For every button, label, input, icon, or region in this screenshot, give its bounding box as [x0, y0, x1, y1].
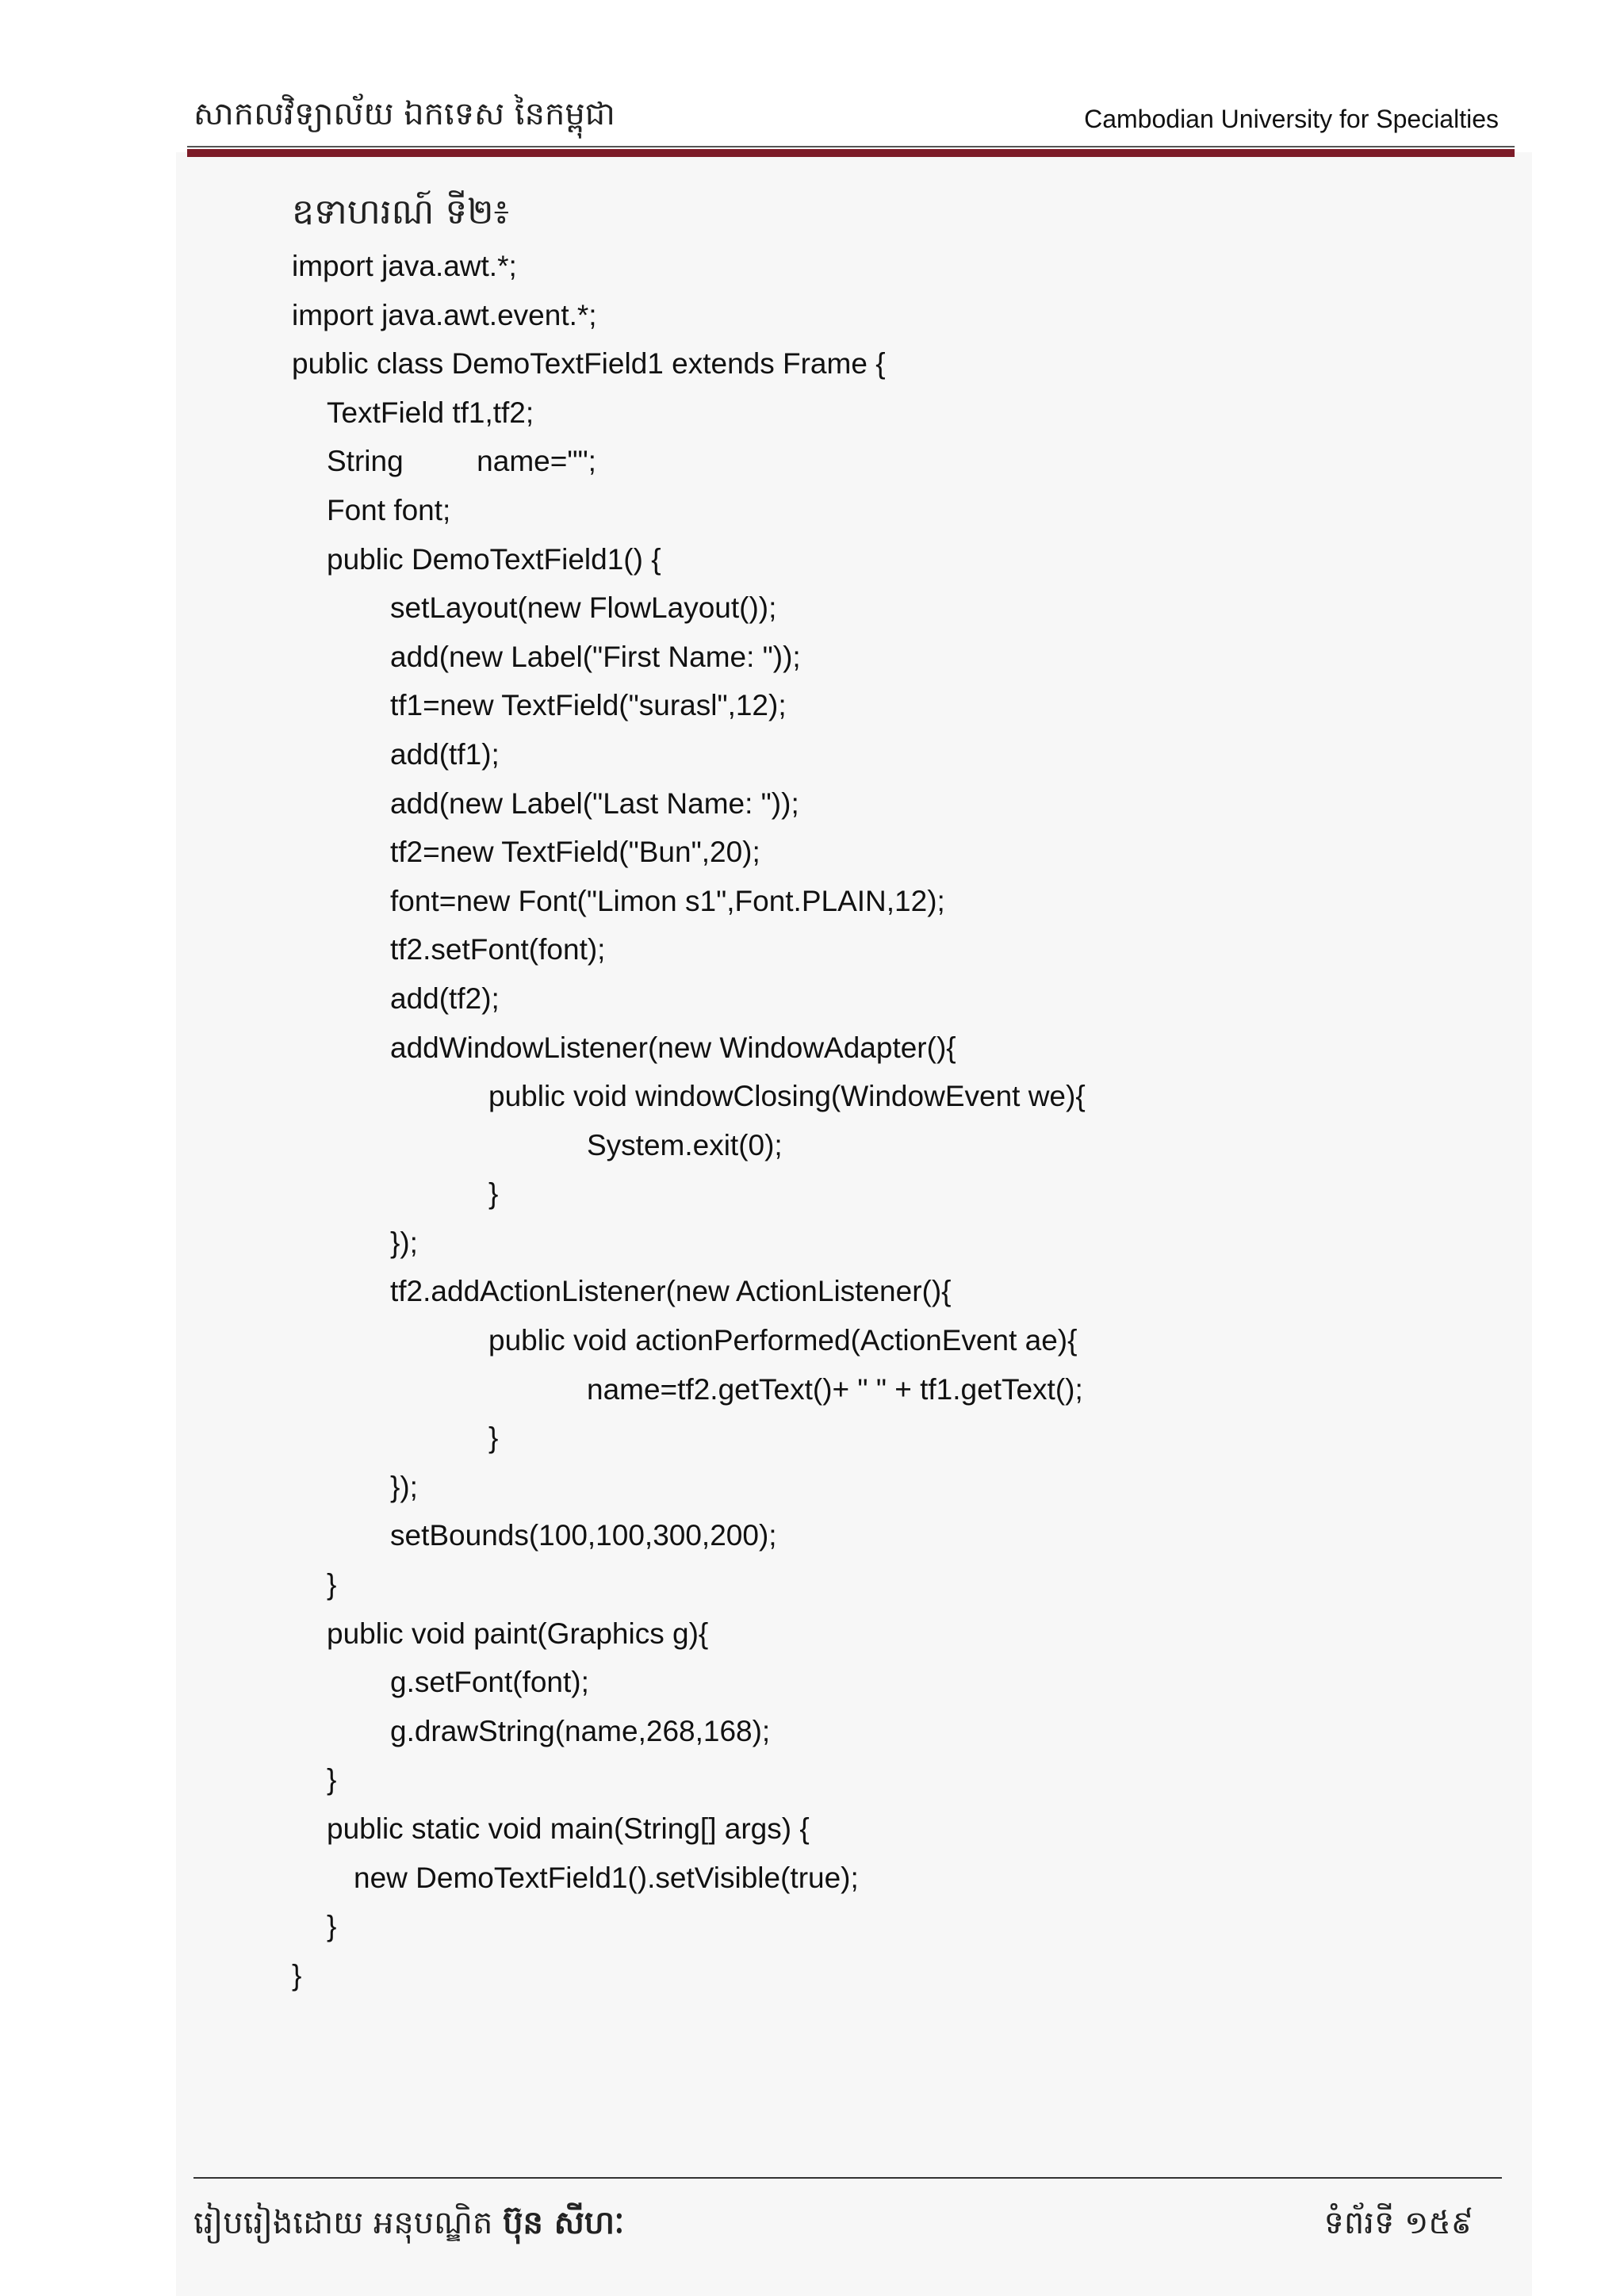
- code-line: }: [327, 1568, 337, 1601]
- code-line: });: [390, 1226, 418, 1259]
- code-line: tf2=new TextField("Bun",20);: [390, 836, 760, 869]
- code-line: tf2.addActionListener(new ActionListener(){: [390, 1275, 952, 1308]
- code-line: public static void main(String[] args) {: [327, 1812, 810, 1845]
- code-line: add(new Label("First Name: "));: [390, 640, 801, 673]
- footer-prepared-by: រៀបរៀងដោយ អនុបណ្ឌិត: [193, 2205, 504, 2241]
- code-line: public void paint(Graphics g){: [327, 1617, 709, 1650]
- code-line: TextField tf1,tf2;: [327, 396, 534, 429]
- code-line: public void actionPerformed(ActionEvent ae){: [488, 1324, 1078, 1357]
- code-line: font=new Font("Limon s1",Font.PLAIN,12);: [390, 884, 945, 917]
- code-line: });: [390, 1470, 418, 1503]
- code-line: add(new Label("Last Name: "));: [390, 786, 799, 820]
- code-line: }: [292, 1958, 302, 1992]
- example-title: ឧទាហរណ៍ ទី២៖: [292, 192, 509, 232]
- footer-page-number: ទំព័រទី ១៥៩: [1323, 2205, 1473, 2241]
- code-line: }: [488, 1177, 499, 1211]
- code-line: import java.awt.event.*;: [292, 298, 597, 331]
- header-divider-thick: [187, 149, 1515, 157]
- code-line: tf1=new TextField("surasl",12);: [390, 689, 787, 722]
- code-line: }: [488, 1422, 499, 1455]
- code-line: public DemoTextField1() {: [327, 542, 661, 576]
- header-divider-thin: [187, 146, 1515, 147]
- header-university-english: Cambodian University for Specialties: [1084, 105, 1499, 133]
- code-line: setBounds(100,100,300,200);: [390, 1519, 777, 1552]
- code-line: Font font;: [327, 493, 451, 526]
- code-line: new DemoTextField1().setVisible(true);: [354, 1861, 859, 1894]
- code-line: String name="";: [327, 445, 596, 478]
- code-line: g.drawString(name,268,168);: [390, 1714, 771, 1747]
- code-line: tf2.setFont(font);: [390, 933, 606, 966]
- code-line: System.exit(0);: [587, 1128, 783, 1161]
- footer-divider: [193, 2177, 1502, 2179]
- code-line: addWindowListener(new WindowAdapter(){: [390, 1031, 956, 1064]
- code-line: public void windowClosing(WindowEvent we){: [488, 1080, 1086, 1113]
- code-line: add(tf2);: [390, 982, 500, 1015]
- code-line: add(tf1);: [390, 737, 500, 771]
- code-line: g.setFont(font);: [390, 1666, 589, 1699]
- footer-author-line: [193, 2202, 624, 2249]
- footer-author-name: ប៊ុន សីហៈ: [503, 2205, 625, 2241]
- code-line: setLayout(new FlowLayout());: [390, 591, 777, 625]
- code-line: }: [327, 1763, 337, 1797]
- code-listing: [292, 242, 1481, 1999]
- code-line: import java.awt.*;: [292, 250, 517, 282]
- header-university-khmer: សាកលវិទ្យាល័យ ឯកទេស នៃកម្ពុជា: [193, 96, 615, 132]
- code-line: public class DemoTextField1 extends Frame {: [292, 347, 886, 381]
- code-line: name=tf2.getText()+ " " + tf1.getText();: [587, 1372, 1083, 1406]
- code-line: }: [327, 1910, 337, 1943]
